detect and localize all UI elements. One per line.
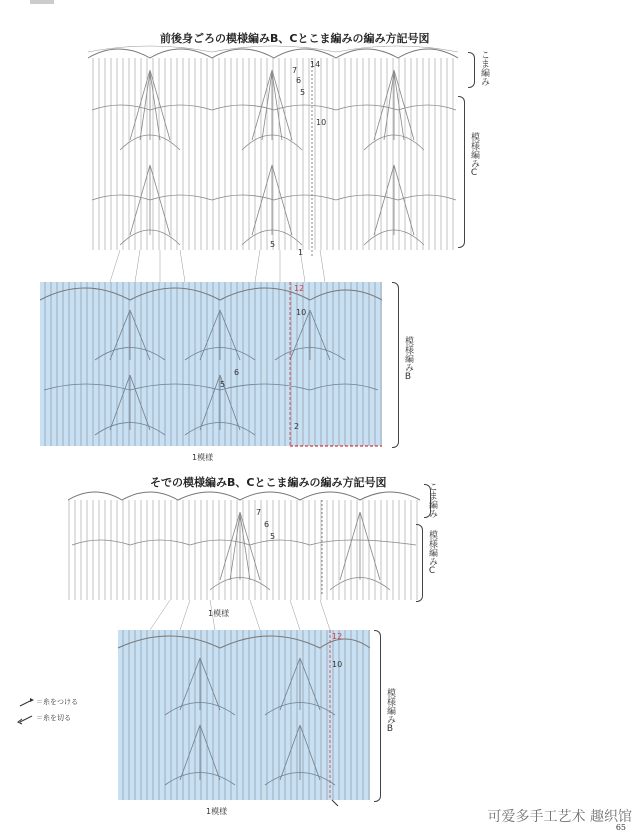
row-number: 14: [310, 60, 321, 69]
row-number: 2: [294, 422, 300, 431]
diagram2-title: そでの模様編みB、Cとこま編みの編み方記号図: [150, 476, 387, 489]
row-number: 5: [300, 88, 306, 97]
diagram1-title: 前後身ごろの模様編みB、Cとこま編みの編み方記号図: [160, 32, 430, 45]
b-label-1: 模様編みB: [403, 336, 413, 382]
row-number: 5: [220, 380, 226, 389]
row-number: 6: [296, 76, 302, 85]
watermark: 可爱多手工艺术 趣织馆: [487, 809, 632, 825]
c-label-1: 模様編みC: [469, 132, 479, 178]
repeat-label-2b: 1模様: [206, 807, 228, 816]
cut-yarn-icon: [18, 716, 32, 724]
row-number: 1: [298, 248, 304, 257]
diagram2-pattern-b: [118, 630, 370, 800]
row-number: 7: [256, 508, 262, 517]
b-label-2: 模様編みB: [385, 688, 395, 734]
c-label-2: 模様編みC: [427, 530, 437, 576]
c-bracket-2: [416, 524, 423, 602]
b-bracket-1: [392, 282, 399, 448]
row-number: 10: [316, 118, 327, 127]
koma-bracket-1: [468, 52, 475, 88]
legend-attach: ＝糸をつける: [36, 698, 78, 706]
repeat-label-2c: 1模様: [208, 609, 230, 618]
legend-cut: ＝糸を切る: [36, 714, 71, 722]
diagram1-pattern-b: [40, 282, 382, 446]
row-number: 6: [264, 520, 270, 529]
row-number: 5: [270, 532, 276, 541]
attach-yarn-icon: [20, 698, 34, 706]
row-number: 12: [332, 632, 343, 641]
row-number: 10: [296, 308, 307, 317]
row-number: 7: [292, 66, 298, 75]
repeat-label-1: 1模様: [192, 453, 214, 462]
diagram2-pattern-c: [68, 492, 420, 630]
row-number: 12: [294, 284, 305, 293]
koma-label-2: こま編み: [427, 482, 437, 518]
row-number: 5: [270, 240, 276, 249]
end-arrow-icon: [332, 800, 338, 806]
koma-label-1: こま編み: [479, 50, 489, 86]
b-bracket-2: [374, 630, 381, 802]
page-number: 65: [615, 823, 626, 832]
c-bracket-1: [458, 96, 465, 248]
row-number: 10: [332, 660, 343, 669]
row-number: 6: [234, 368, 240, 377]
